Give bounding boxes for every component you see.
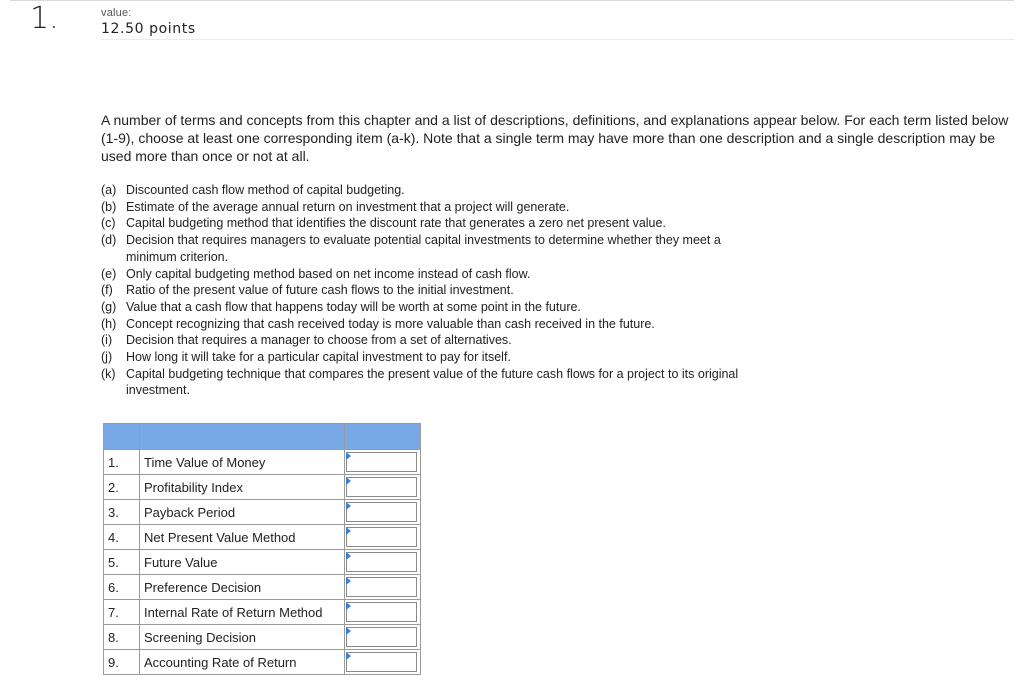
description-letter: (d) <box>101 233 117 248</box>
description-item <box>101 215 761 232</box>
description-item <box>101 182 761 199</box>
description-text: Value that a cash flow that happens today will be worth at some point in the future. <box>126 299 581 314</box>
answer-cell <box>345 650 421 675</box>
value-label: value: <box>101 7 132 19</box>
table-header-row <box>104 424 421 450</box>
header-divider-bottom <box>101 39 1014 40</box>
term-number: 5. <box>104 550 140 575</box>
dropdown-marker-icon <box>346 627 351 635</box>
description-text: How long it will take for a particular capital investment to pay for itself. <box>126 350 511 365</box>
term-label: Internal Rate of Return Method <box>140 600 345 625</box>
description-letter: (a) <box>101 183 117 197</box>
answer-dropdown[interactable] <box>346 652 417 672</box>
description-item <box>101 199 761 216</box>
table-row <box>104 600 421 625</box>
description-text: Ratio of the present value of future cash flows to the initial investment. <box>126 283 514 298</box>
answer-dropdown[interactable] <box>346 602 417 622</box>
description-text: Estimate of the average annual return on investment that a project will generate. <box>126 199 570 214</box>
description-letter: (f) <box>101 283 113 298</box>
term-label: Profitability Index <box>140 475 345 500</box>
answer-dropdown[interactable] <box>346 502 417 522</box>
answer-cell <box>345 525 421 550</box>
answer-cell <box>345 500 421 525</box>
description-letter: (g) <box>101 299 117 314</box>
description-item <box>101 332 761 349</box>
description-text: Capital budgeting technique that compares the present value of the future cash flows for a project to its original investment. <box>126 366 739 398</box>
term-label: Accounting Rate of Return <box>140 650 345 675</box>
table-row <box>104 475 421 500</box>
term-number: 8. <box>104 625 140 650</box>
matching-table <box>103 423 421 675</box>
description-text: Only capital budgeting method based on net income instead of cash flow. <box>126 266 531 281</box>
answer-cell <box>345 550 421 575</box>
term-label: Preference Decision <box>140 575 345 600</box>
term-number: 4. <box>104 525 140 550</box>
answer-dropdown[interactable] <box>346 527 417 547</box>
dropdown-marker-icon <box>346 652 351 660</box>
term-number: 7. <box>104 600 140 625</box>
description-letter: (k) <box>101 366 116 381</box>
answer-dropdown[interactable] <box>346 477 417 497</box>
term-label: Screening Decision <box>140 625 345 650</box>
header-divider-top <box>10 0 1014 1</box>
description-item <box>101 366 761 399</box>
table-row <box>104 575 421 600</box>
description-letter: (b) <box>101 199 117 214</box>
description-item <box>101 266 761 283</box>
dropdown-marker-icon <box>346 477 351 485</box>
table-row <box>104 550 421 575</box>
description-text: Decision that requires managers to evaluate potential capital investments to determine whether they meet a minimum criterion. <box>126 233 721 264</box>
table-row <box>104 500 421 525</box>
description-letter: (i) <box>101 333 113 348</box>
description-item <box>101 232 761 265</box>
description-text: Discounted cash flow method of capital budgeting. <box>126 183 405 197</box>
term-label: Payback Period <box>140 500 345 525</box>
value-points: 12.50 points <box>101 21 196 37</box>
term-number: 3. <box>104 500 140 525</box>
description-letter: (c) <box>101 216 116 231</box>
header-cell-answer <box>345 424 421 450</box>
table-row <box>104 450 421 475</box>
answer-cell <box>345 600 421 625</box>
dropdown-marker-icon <box>346 527 351 535</box>
answer-dropdown[interactable] <box>346 452 417 472</box>
header-cell-number <box>104 424 140 450</box>
table-row <box>104 525 421 550</box>
term-number: 1. <box>104 450 140 475</box>
dropdown-marker-icon <box>346 502 351 510</box>
term-label: Future Value <box>140 550 345 575</box>
description-item <box>101 316 761 333</box>
description-text: Concept recognizing that cash received today is more valuable than cash received in the future. <box>126 316 655 331</box>
answer-cell <box>345 450 421 475</box>
term-label: Time Value of Money <box>140 450 345 475</box>
question-number: 1. <box>30 1 59 36</box>
description-text: Capital budgeting method that identifies the discount rate that generates a zero net present value. <box>126 216 666 231</box>
description-letter: (e) <box>101 266 117 281</box>
term-number: 9. <box>104 650 140 675</box>
description-item <box>101 299 761 316</box>
term-label: Net Present Value Method <box>140 525 345 550</box>
dropdown-marker-icon <box>346 552 351 560</box>
description-item <box>101 349 761 366</box>
description-letter: (h) <box>101 316 117 331</box>
description-text: Decision that requires a manager to choose from a set of alternatives. <box>126 333 512 348</box>
description-item <box>101 282 761 299</box>
description-list <box>101 182 761 399</box>
term-number: 6. <box>104 575 140 600</box>
header-cell-term <box>140 424 345 450</box>
description-letter: (j) <box>101 350 113 365</box>
answer-cell <box>345 625 421 650</box>
table-row <box>104 650 421 675</box>
answer-dropdown[interactable] <box>346 577 417 597</box>
answer-dropdown[interactable] <box>346 552 417 572</box>
dropdown-marker-icon <box>346 452 351 460</box>
answer-dropdown[interactable] <box>346 627 417 647</box>
answer-cell <box>345 475 421 500</box>
table-row <box>104 625 421 650</box>
instructions-text: A number of terms and concepts from this chapter and a list of descriptions, definitions, and explanations appear below. For each term listed below (1-9), choose at least one corresponding item (a-k). Note that a single term may have more than one description and a single description may be used more than once or not at all. <box>101 112 1009 164</box>
dropdown-marker-icon <box>346 602 351 610</box>
term-number: 2. <box>104 475 140 500</box>
dropdown-marker-icon <box>346 577 351 585</box>
answer-cell <box>345 575 421 600</box>
